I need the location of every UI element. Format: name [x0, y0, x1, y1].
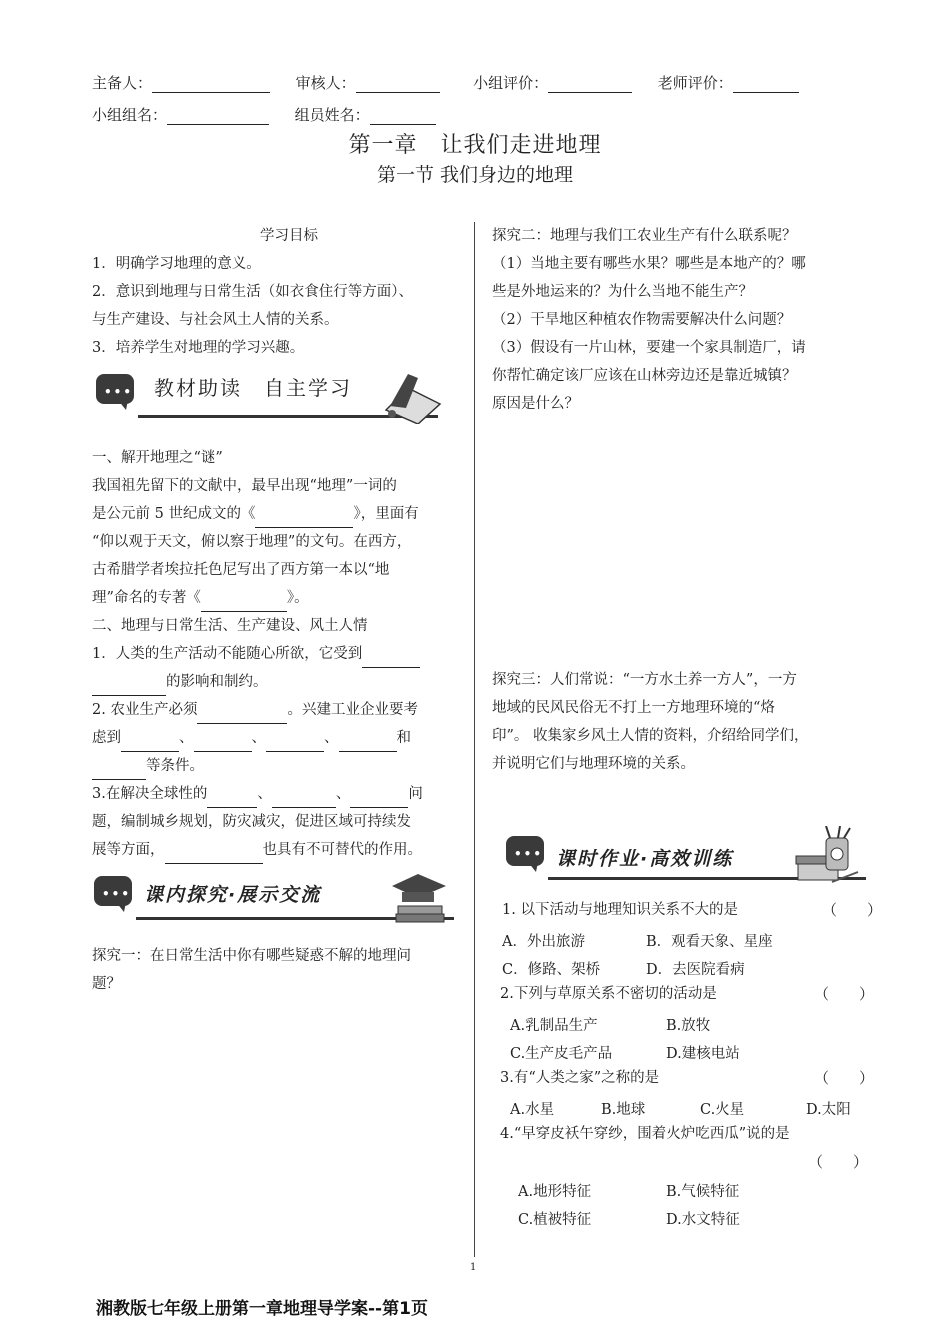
text-line: 等条件。	[146, 758, 204, 774]
text-line: 1．人类的生产活动不能随心所欲，它受到	[92, 646, 363, 662]
fill-blank-13[interactable]	[350, 791, 408, 808]
fill-blank-4[interactable]	[92, 679, 166, 696]
text-line: 你帮忙确定该厂应该在山林旁边还是靠近城镇？	[492, 368, 797, 384]
reviewer-label: 审核人：	[295, 74, 356, 92]
banner-in-class: ••• 课内探究·展示交流	[90, 870, 462, 926]
part1-heading: 一、解开地理之“谜”	[92, 450, 223, 466]
hw-q3: 3.有“人类之家”之称的是	[500, 1070, 660, 1086]
hw-q3-option[interactable]: B.地球	[601, 1102, 646, 1118]
text-line: 并说明它们与地理环境的关系。	[492, 756, 695, 772]
fill-blank-5[interactable]	[197, 707, 287, 724]
goal-item: 与生产建设、与社会风土人情的关系。	[92, 312, 339, 328]
hw-q2-option[interactable]: C.生产皮毛产品	[510, 1046, 613, 1062]
goals-list	[92, 250, 464, 362]
text-line: 些是外地运来的？为什么当地不能生产？	[492, 284, 753, 300]
banner-title: 教材助读 自主学习	[154, 376, 352, 400]
hw-q2: 2.下列与草原关系不密切的活动是	[500, 986, 717, 1002]
hw-q1-option[interactable]: A．外出旅游	[502, 934, 585, 950]
hw-q4-option[interactable]: B.气候特征	[666, 1184, 740, 1200]
hw-q1-option[interactable]: C．修路、架桥	[502, 962, 601, 978]
group-eval-blank[interactable]	[548, 77, 632, 93]
text-line: 题，编制城乡规划，防灾减灾，促进区域可持续发	[92, 814, 411, 830]
goal-item: 1．明确学习地理的意义。	[92, 256, 261, 272]
text-line: 》，里面有	[353, 506, 419, 522]
fill-blank-7[interactable]	[194, 735, 252, 752]
hw-q1-option[interactable]: B．观看天象、星座	[646, 934, 773, 950]
goal-item: 3．培养学生对地理的学习兴趣。	[92, 340, 305, 356]
header-row-1	[92, 72, 803, 93]
fill-blank-11[interactable]	[207, 791, 257, 808]
page-number: 1	[470, 1262, 477, 1273]
member-label: 组员姓名：	[294, 106, 370, 124]
hw-q1: 1. 以下活动与地理知识关系不大的是	[502, 902, 738, 918]
footer-caption: 湘教版七年级上册第一章地理导学案--第1页	[96, 1299, 428, 1319]
text-line: （1）当地主要有哪些水果？哪些是本地产的？哪	[492, 256, 806, 272]
graduation-cap-icon	[388, 870, 450, 926]
group-eval-label: 小组评价：	[473, 74, 549, 92]
text-line: 展等方面，	[92, 842, 165, 858]
group-name-label: 小组组名：	[92, 106, 168, 124]
pencil-cup-icon	[792, 826, 862, 886]
banner-title: 课时作业·高效训练	[556, 848, 734, 870]
banner-homework: ••• 课时作业·高效训练	[502, 830, 868, 886]
text-line: 、	[179, 730, 194, 746]
hw-q4-option[interactable]: A.地形特征	[518, 1184, 592, 1200]
text-line: 探究三：人们常说：“一方水土养一方人”，一方	[492, 672, 797, 688]
answer-paren-1[interactable]: （ ）	[822, 901, 883, 919]
text-line: 。兴建工业企业要考	[287, 702, 418, 718]
hw-q4: 4.“早穿皮袄午穿纱，围着火炉吃西瓜”说的是	[500, 1126, 790, 1142]
fill-blank-14[interactable]	[165, 847, 263, 864]
hw-q4-option[interactable]: C.植被特征	[518, 1212, 592, 1228]
hw-q3-option[interactable]: C.火星	[700, 1102, 745, 1118]
text-line: 2. 农业生产必须	[92, 702, 198, 718]
text-line: 印”。 收集家乡风土人情的资料，介绍给同学们，	[492, 728, 809, 744]
answer-paren-4[interactable]: （ ）	[808, 1153, 869, 1171]
part2-heading: 二、地理与日常生活、生产建设、风土人情	[92, 618, 368, 634]
fill-blank-3[interactable]	[362, 651, 420, 668]
explore-1	[92, 942, 464, 998]
text-line: 我国祖先留下的文献中，最早出现“地理”一词的	[92, 478, 397, 494]
text-line: 、	[251, 730, 266, 746]
column-divider	[474, 222, 475, 1257]
fill-blank-1[interactable]	[255, 511, 353, 528]
text-line: 和	[396, 730, 411, 746]
text-line: 》。	[286, 590, 309, 606]
text-line: 、	[257, 786, 272, 802]
fill-blank-9[interactable]	[339, 735, 397, 752]
hw-q4-option[interactable]: D.水文特征	[666, 1212, 740, 1228]
reviewer-blank[interactable]	[356, 77, 440, 93]
text-line: 地域的民风民俗无不打上一方地理环境的“烙	[492, 700, 775, 716]
text-line: 是公元前 5 世纪成文的《	[92, 506, 256, 522]
text-line: 理”命名的专著《	[92, 590, 201, 606]
explore-2	[492, 222, 862, 418]
text-line: 、	[324, 730, 339, 746]
chapter-title: 第一章 让我们走进地理	[348, 133, 602, 158]
explore-3	[492, 666, 862, 778]
hw-q3-option[interactable]: A.水星	[510, 1102, 555, 1118]
text-line: 的影响和制约。	[166, 674, 268, 690]
member-blank[interactable]	[370, 109, 436, 125]
answer-paren-3[interactable]: （ ）	[814, 1069, 875, 1087]
text-line: 题？	[92, 976, 121, 992]
fill-blank-10[interactable]	[92, 763, 146, 780]
text-line: 探究二：地理与我们工农业生产有什么联系呢？	[492, 228, 797, 244]
teacher-eval-blank[interactable]	[733, 77, 799, 93]
fill-blank-12[interactable]	[272, 791, 336, 808]
preparer-label: 主备人：	[92, 74, 153, 92]
group-name-blank[interactable]	[167, 109, 269, 125]
hw-q1-option[interactable]: D．去医院看病	[646, 962, 745, 978]
text-line: 也具有不可替代的作用。	[262, 842, 422, 858]
answer-paren-2[interactable]: （ ）	[814, 985, 875, 1003]
text-line: “仰以观于天文，俯以察于地理”的文句。在西方，	[92, 534, 412, 550]
hw-q2-option[interactable]: B.放牧	[666, 1018, 711, 1034]
hw-q3-option[interactable]: D.太阳	[806, 1102, 851, 1118]
text-line: 3.在解决全球性的	[92, 786, 208, 802]
text-line: 古希腊学者埃拉托色尼写出了西方第一本以“地	[92, 562, 390, 578]
text-line: 问	[408, 786, 423, 802]
book-icon	[378, 368, 444, 424]
fill-blank-8[interactable]	[266, 735, 324, 752]
goals-heading: 学习目标	[260, 228, 318, 244]
fill-blank-6[interactable]	[121, 735, 179, 752]
banner-self-study: ••• 教材助读 自主学习	[92, 368, 452, 424]
hw-q2-option[interactable]: D.建核电站	[666, 1046, 740, 1062]
self-study-content	[92, 444, 464, 864]
hw-q2-option[interactable]: A.乳制品生产	[510, 1018, 598, 1034]
text-line: 探究一：在日常生活中你有哪些疑惑不解的地理问	[92, 948, 411, 964]
text-line: （3）假设有一片山林，要建一个家具制造厂，请	[492, 340, 806, 356]
preparer-blank[interactable]	[152, 77, 270, 93]
text-line: 虑到	[92, 730, 121, 746]
text-line: 原因是什么？	[492, 396, 579, 412]
teacher-eval-label: 老师评价：	[657, 74, 733, 92]
fill-blank-2[interactable]	[201, 595, 287, 612]
text-line: 、	[335, 786, 351, 802]
header-row-2	[92, 104, 440, 125]
text-line: （2）干旱地区种植农作物需要解决什么问题？	[492, 312, 792, 328]
banner-title: 课内探究·展示交流	[144, 884, 322, 906]
section-title: 第一节 我们身边的地理	[376, 164, 574, 186]
goal-item: 2．意识到地理与日常生活（如衣食住行等方面）、	[92, 284, 413, 300]
